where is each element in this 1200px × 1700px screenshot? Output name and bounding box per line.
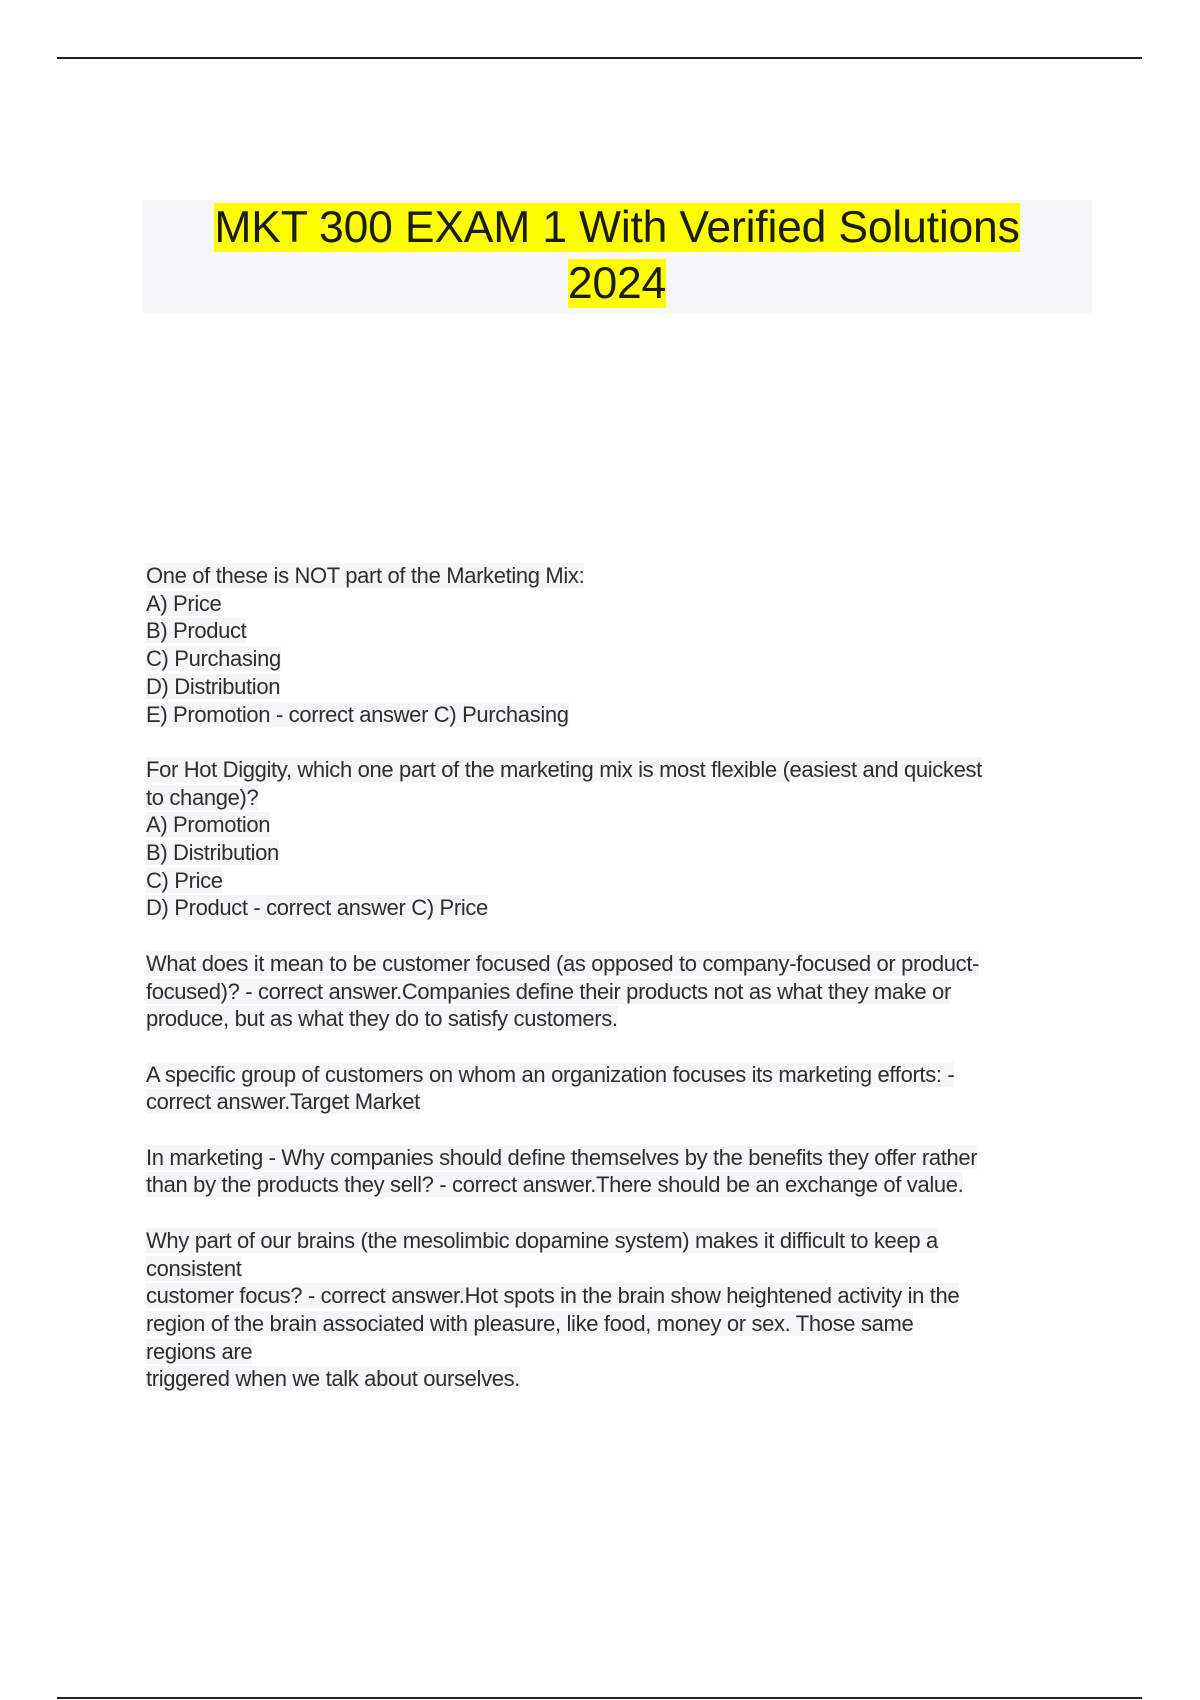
question-text: What does it mean to be customer focused (as opposed to company-focused or product- bbox=[146, 950, 980, 976]
answer-text-cont: regions are bbox=[146, 1338, 253, 1364]
title-line-1: MKT 300 EXAM 1 With Verified Solutions bbox=[214, 203, 1020, 252]
question-text-cont: to change)? bbox=[146, 784, 259, 810]
answer-text-cont: produce, but as what they do to satisfy customers. bbox=[146, 1006, 618, 1032]
title-box bbox=[142, 200, 1092, 313]
question-block-3 bbox=[146, 950, 1091, 1033]
answer-text-cont: triggered when we talk about ourselves. bbox=[146, 1366, 521, 1392]
title-line-2: 2024 bbox=[567, 259, 667, 308]
document-body bbox=[146, 562, 1091, 1421]
question-block-5 bbox=[146, 1144, 1091, 1199]
option-d-answer: D) Product - correct answer C) Price bbox=[146, 895, 488, 921]
answer-text: focused)? - correct answer.Companies define their products not as what they make or bbox=[146, 978, 951, 1004]
option-a: A) Promotion bbox=[146, 812, 271, 838]
option-e-answer: E) Promotion - correct answer C) Purchasing bbox=[146, 701, 569, 727]
option-c: C) Purchasing bbox=[146, 646, 281, 672]
question-block-4 bbox=[146, 1061, 1091, 1116]
question-text-cont: consistent bbox=[146, 1255, 242, 1281]
question-text: Why part of our brains (the mesolimbic dopamine system) makes it difficult to keep a bbox=[146, 1227, 938, 1253]
answer-text: customer focus? - correct answer.Hot spots in the brain show heightened activity in the bbox=[146, 1283, 960, 1309]
option-a: A) Price bbox=[146, 590, 222, 616]
question-text: A specific group of customers on whom an organization focuses its marketing efforts: - bbox=[146, 1061, 955, 1087]
option-c: C) Price bbox=[146, 867, 223, 893]
bottom-rule bbox=[57, 1697, 1142, 1699]
title bbox=[142, 200, 1092, 312]
question-text: For Hot Diggity, which one part of the marketing mix is most flexible (easiest and quickest bbox=[146, 756, 982, 782]
question-text: One of these is NOT part of the Marketing Mix: bbox=[146, 563, 585, 588]
top-rule bbox=[57, 57, 1142, 59]
option-b: B) Distribution bbox=[146, 840, 279, 866]
question-block-1 bbox=[146, 562, 1091, 728]
question-block-6 bbox=[146, 1227, 1091, 1393]
answer-text: correct answer.Target Market bbox=[146, 1089, 420, 1115]
option-d: D) Distribution bbox=[146, 673, 281, 699]
question-block-2 bbox=[146, 756, 1091, 922]
option-b: B) Product bbox=[146, 618, 247, 644]
answer-text-cont: region of the brain associated with pleasure, like food, money or sex. Those same bbox=[146, 1310, 914, 1336]
question-text: In marketing - Why companies should define themselves by the benefits they offer rather bbox=[146, 1144, 978, 1170]
answer-text: than by the products they sell? - correct answer.There should be an exchange of value. bbox=[146, 1172, 964, 1198]
